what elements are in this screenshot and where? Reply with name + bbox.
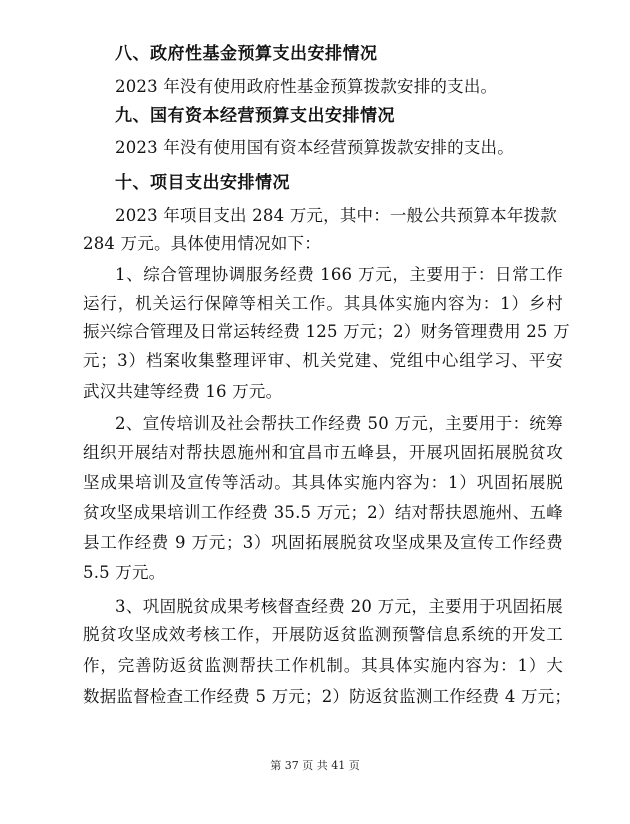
paragraph-line: 贫攻坚成果培训工作经费 35.5 万元；2）结对帮扶恩施州、五峰	[83, 503, 563, 522]
section-heading-8: 八、政府性基金预算支出安排情况	[115, 44, 378, 64]
section-body-8: 2023 年没有使用政府性基金预算拨款安排的支出。	[115, 77, 498, 96]
paragraph-line: 脱贫攻坚成效考核工作，开展防返贫监测预警信息系统的开发工	[83, 625, 563, 644]
paragraph-line: 坚成果培训及宣传等活动。其具体实施内容为：1）巩固拓展脱	[83, 473, 563, 492]
paragraph-line: 1、综合管理协调服务经费 166 万元，主要用于：日常工作	[115, 265, 563, 284]
paragraph-line: 元；3）档案收集整理评审、机关党建、党组中心组学习、平安	[83, 351, 563, 370]
paragraph-line: 作，完善防返贫监测帮扶工作机制。其具体实施内容为：1）大	[83, 656, 563, 675]
paragraph-line: 武汉共建等经费 16 万元。	[83, 382, 283, 401]
paragraph-line: 数据监督检查工作经费 5 万元；2）防返贫监测工作经费 4 万元；	[83, 687, 572, 706]
paragraph-line: 2、宣传培训及社会帮扶工作经费 50 万元，主要用于：统筹	[115, 414, 563, 433]
paragraph-line: 3、巩固脱贫成果考核督查经费 20 万元，主要用于巩固拓展	[115, 597, 563, 616]
paragraph-line: 运行，机关运行保障等相关工作。其具体实施内容为：1）乡村	[83, 294, 563, 313]
paragraph-line: 284 万元。具体使用情况如下：	[83, 234, 321, 253]
page-number-footer: 第 37 页 共 41 页	[270, 759, 360, 772]
section-body-9: 2023 年没有使用国有资本经营预算拨款安排的支出。	[115, 138, 514, 157]
paragraph-line: 组织开展结对帮扶恩施州和宜昌市五峰县，开展巩固拓展脱贫攻	[83, 443, 563, 462]
paragraph-line: 县工作经费 9 万元；3）巩固拓展脱贫攻坚成果及宣传工作经费	[83, 533, 563, 552]
section-heading-9: 九、国有资本经营预算支出安排情况	[115, 106, 395, 126]
paragraph-line: 5.5 万元。	[83, 563, 166, 582]
section-heading-10: 十、项目支出安排情况	[115, 173, 290, 193]
paragraph-line: 2023 年项目支出 284 万元，其中：一般公共预算本年拨款	[115, 206, 557, 225]
paragraph-line: 振兴综合管理及日常运转经费 125 万元；2）财务管理费用 25 万	[83, 322, 570, 341]
